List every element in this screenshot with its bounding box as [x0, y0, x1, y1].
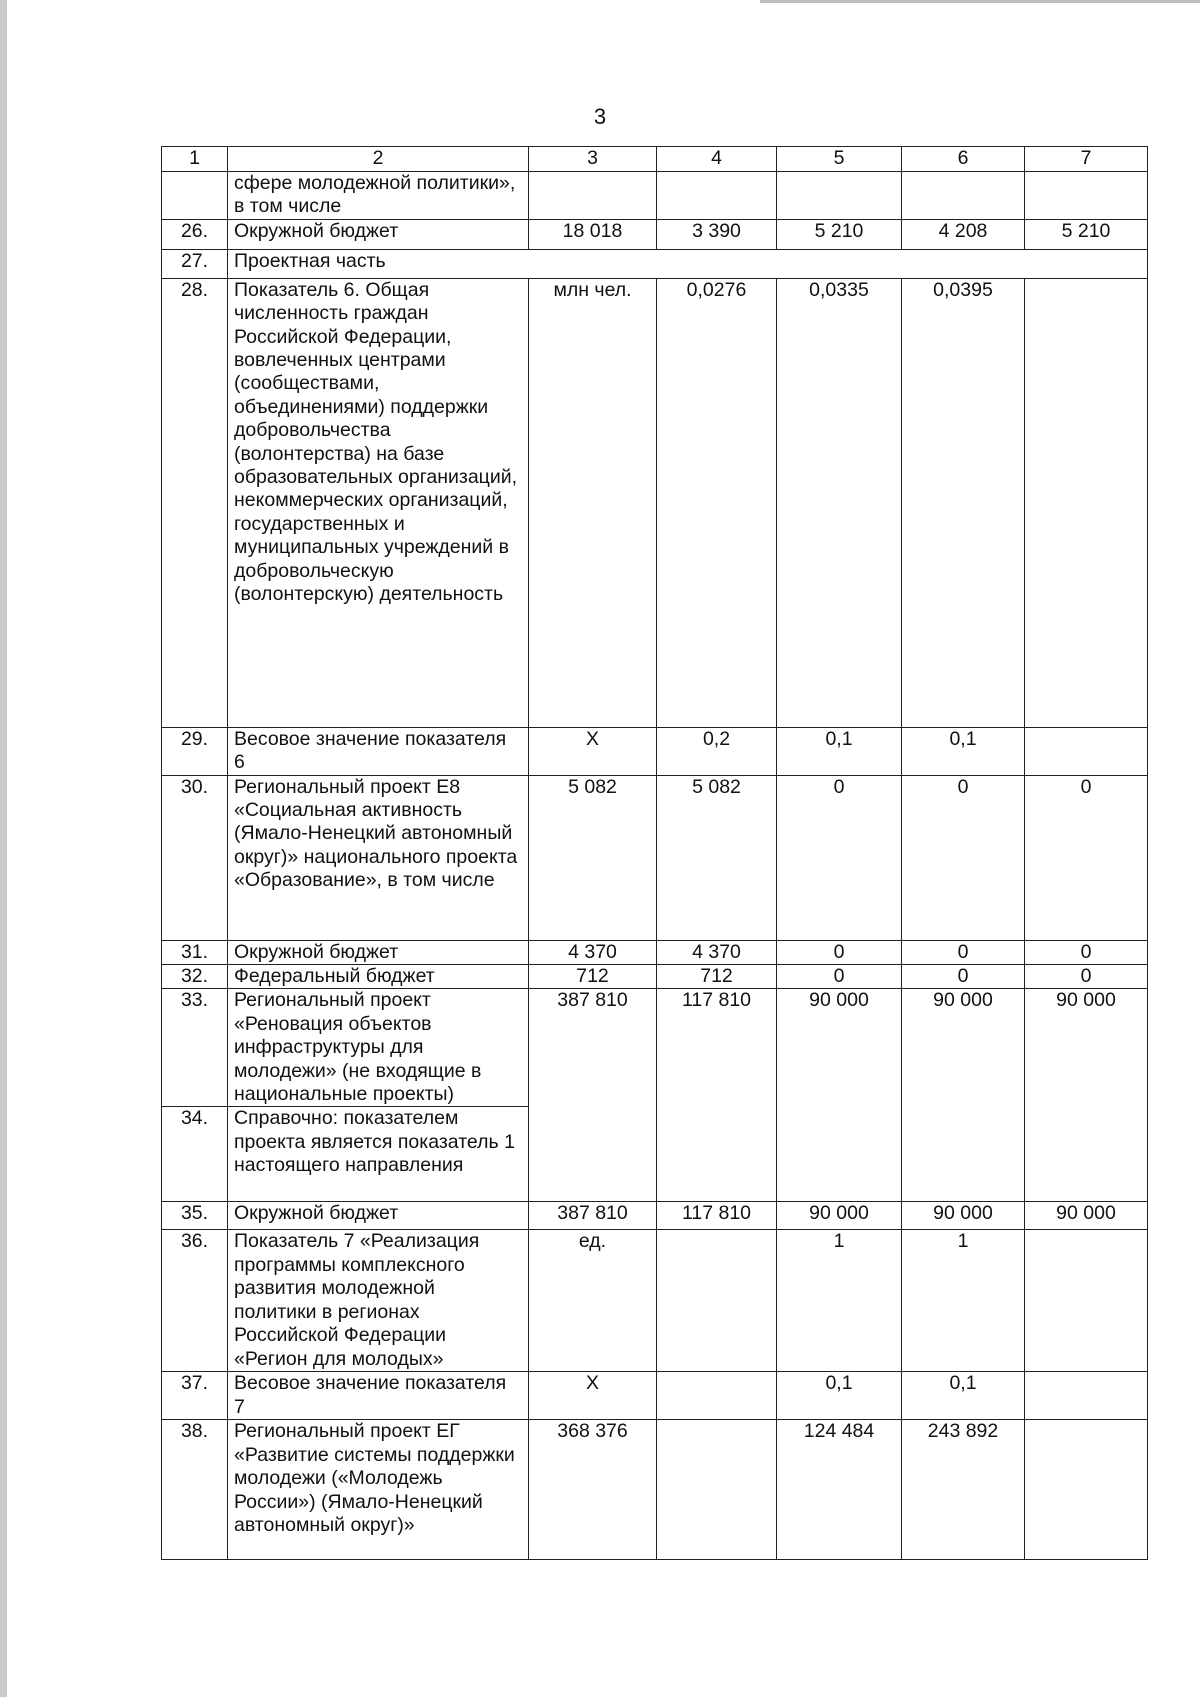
row-description: Весовое значение показателя 6	[228, 727, 529, 775]
cell-col7: 5 210	[1025, 219, 1148, 249]
cell-col5: 5 210	[777, 219, 902, 249]
cell-col7: 90 000	[1025, 1202, 1148, 1230]
row-number: 30.	[162, 775, 228, 940]
cell-col7: 0	[1025, 775, 1148, 940]
cell-col6: 90 000	[902, 1202, 1025, 1230]
table-row	[162, 1420, 1148, 1560]
table-row	[162, 965, 1148, 989]
header-cell: 1	[162, 147, 228, 172]
row-description: Окружной бюджет	[228, 219, 529, 249]
cell-col5	[777, 172, 902, 220]
cell-col4: 712	[657, 965, 777, 989]
cell-col4: 5 082	[657, 775, 777, 940]
row-number	[162, 172, 228, 220]
table-row	[162, 1372, 1148, 1420]
table-row	[162, 172, 1148, 220]
cell-col7: 90 000	[1025, 989, 1148, 1202]
cell-col5: 1	[777, 1230, 902, 1372]
row-number: 26.	[162, 219, 228, 249]
row-number: 27.	[162, 249, 228, 278]
row-number: 38.	[162, 1420, 228, 1560]
cell-col6: 1	[902, 1230, 1025, 1372]
header-cell: 4	[657, 147, 777, 172]
page-number: 3	[593, 104, 607, 129]
cell-col3	[529, 172, 657, 220]
table-row	[162, 940, 1148, 964]
cell-col3: 18 018	[529, 219, 657, 249]
cell-col6: 0,1	[902, 727, 1025, 775]
cell-col4: 4 370	[657, 940, 777, 964]
cell-col5: 90 000	[777, 989, 902, 1202]
table-row	[162, 249, 1148, 278]
row-description: Региональный проект ЕГ «Развитие системы поддержки молодежи («Молодежь России») (Ямало-Ненецкий автономный округ)»	[228, 1420, 529, 1560]
row-number: 34.	[162, 1107, 228, 1202]
row-number: 31.	[162, 940, 228, 964]
cell-col5: 0	[777, 940, 902, 964]
cell-col4	[657, 1420, 777, 1560]
cell-col3: 712	[529, 965, 657, 989]
table-row	[162, 278, 1148, 727]
cell-col3: 5 082	[529, 775, 657, 940]
row-description: сфере молодежной политики», в том числе	[228, 172, 529, 220]
row-description: Весовое значение показателя 7	[228, 1372, 529, 1420]
row-description: Региональный проект Е8 «Социальная активность (Ямало-Ненецкий автономный округ)» национального проекта «Образование», в том числе	[228, 775, 529, 940]
row-number: 32.	[162, 965, 228, 989]
cell-col7	[1025, 1372, 1148, 1420]
cell-col4: 117 810	[657, 1202, 777, 1230]
row-number: 35.	[162, 1202, 228, 1230]
row-description: Справочно: показателем проекта является показатель 1 настоящего направления	[228, 1107, 529, 1202]
cell-col4	[657, 1372, 777, 1420]
header-row	[162, 147, 1148, 172]
header-cell: 6	[902, 147, 1025, 172]
cell-col6: 243 892	[902, 1420, 1025, 1560]
cell-col7: 0	[1025, 965, 1148, 989]
cell-col4	[657, 172, 777, 220]
row-number: 29.	[162, 727, 228, 775]
header-cell: 5	[777, 147, 902, 172]
cell-col7	[1025, 727, 1148, 775]
cell-col3: млн чел.	[529, 278, 657, 727]
cell-col4: 3 390	[657, 219, 777, 249]
cell-col5: 0	[777, 775, 902, 940]
cell-col3: 387 810	[529, 1202, 657, 1230]
cell-col7: 0	[1025, 940, 1148, 964]
header-cell: 2	[228, 147, 529, 172]
header-cell: 7	[1025, 147, 1148, 172]
cell-col6	[902, 172, 1025, 220]
cell-col3: ед.	[529, 1230, 657, 1372]
cell-col6: 4 208	[902, 219, 1025, 249]
section-title: Проектная часть	[228, 249, 1148, 278]
row-number: 37.	[162, 1372, 228, 1420]
table-row	[162, 219, 1148, 249]
table-row	[162, 1202, 1148, 1230]
cell-col3: 4 370	[529, 940, 657, 964]
cell-col5: 124 484	[777, 1420, 902, 1560]
cell-col4: 0,0276	[657, 278, 777, 727]
cell-col6: 0,0395	[902, 278, 1025, 727]
row-description: Показатель 7 «Реализация программы комплексного развития молодежной политики в регионах Российской Федерации «Регион для молодых»	[228, 1230, 529, 1372]
row-description: Региональный проект «Реновация объектов инфраструктуры для молодежи» (не входящие в национальные проекты)	[228, 989, 529, 1107]
header-cell: 3	[529, 147, 657, 172]
cell-col3: 387 810	[529, 989, 657, 1202]
cell-col7	[1025, 1420, 1148, 1560]
cell-col3: 368 376	[529, 1420, 657, 1560]
row-description: Окружной бюджет	[228, 940, 529, 964]
row-number: 28.	[162, 278, 228, 727]
cell-col4: 0,2	[657, 727, 777, 775]
scan-edge-left	[0, 0, 7, 1697]
cell-col6: 90 000	[902, 989, 1025, 1202]
cell-col6: 0	[902, 940, 1025, 964]
cell-col6: 0	[902, 775, 1025, 940]
cell-col5: 0,1	[777, 1372, 902, 1420]
cell-col6: 0	[902, 965, 1025, 989]
budget-table	[161, 146, 1148, 1560]
cell-col6: 0,1	[902, 1372, 1025, 1420]
cell-col7	[1025, 278, 1148, 727]
cell-col5: 0,0335	[777, 278, 902, 727]
cell-col3: X	[529, 727, 657, 775]
cell-col5: 0	[777, 965, 902, 989]
row-number: 33.	[162, 989, 228, 1107]
table-row	[162, 727, 1148, 775]
row-description: Окружной бюджет	[228, 1202, 529, 1230]
cell-col5: 0,1	[777, 727, 902, 775]
row-description: Федеральный бюджет	[228, 965, 529, 989]
cell-col3: X	[529, 1372, 657, 1420]
table-row	[162, 1230, 1148, 1372]
cell-col7	[1025, 1230, 1148, 1372]
cell-col4: 117 810	[657, 989, 777, 1202]
row-number: 36.	[162, 1230, 228, 1372]
row-description: Показатель 6. Общая численность граждан Российской Федерации, вовлеченных центрами (сообществами, объединениями) поддержки добровольчества (волонтерства) на базе образовательных организаций, некоммерческих организаций, государственных и муниципальных учреждений в добровольческую (волонтерскую) деятельность	[228, 278, 529, 727]
table-row	[162, 989, 1148, 1107]
cell-col7	[1025, 172, 1148, 220]
table-row	[162, 775, 1148, 940]
cell-col4	[657, 1230, 777, 1372]
cell-col5: 90 000	[777, 1202, 902, 1230]
scan-edge-top	[760, 0, 1200, 3]
